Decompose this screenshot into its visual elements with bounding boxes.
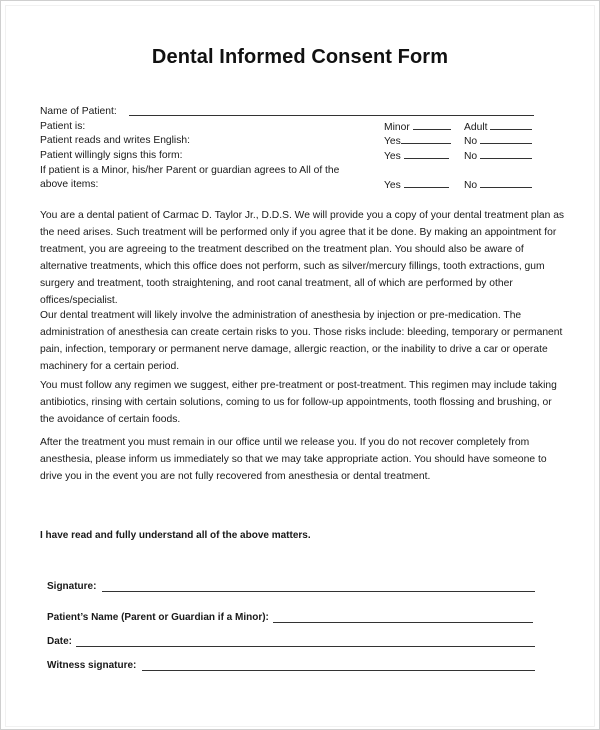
signature-row: [47, 581, 535, 592]
no-label: No: [464, 136, 478, 148]
reads-english-label: Patient reads and writes English:: [40, 135, 190, 147]
paragraph-regimen: You must follow any regimen we suggest, either pre-treatment or post-treatment. This regimen may include taking antibiotics, rinsing with certain solutions, coming to us for follow-up appointments, tooth flossing and brushing, or the avoidance of certain foods.: [40, 380, 557, 425]
no-label: No: [464, 151, 478, 163]
signature-field[interactable]: [102, 581, 535, 592]
paragraph-provider-info: You are a dental patient of Carmac D. Taylor Jr., D.D.S. We will provide you a copy of your dental treatment plan as the need arises. Such treatment will be performed only if you agree that it be done. By making an appointment for treatment, you are agreeing to the treatment described on the treatment plan. You should also be aware of alternative treatments, which this office does not perform, such as silver/mercury fillings, tooth extractions, gum surgery and treatment, tooth straightening, and root canal treatment, all of which are performed by other offices/specialist.: [40, 210, 565, 306]
reads-english-no-blank[interactable]: [480, 134, 532, 144]
willingly-signs-yes-blank[interactable]: [404, 149, 449, 159]
willingly-signs-label: Patient willingly signs this form:: [40, 150, 183, 162]
name-of-patient-label: Name of Patient:: [40, 106, 117, 117]
willingly-signs-yes: [384, 149, 449, 165]
minor-guardian-row: [40, 164, 540, 193]
date-label: Date:: [47, 636, 73, 647]
name-of-patient-field[interactable]: [129, 105, 534, 116]
reads-english-yes: [384, 134, 451, 150]
paragraph-after-treatment: After the treatment you must remain in our office until we release you. If you do not recover completely from anesthesia, please inform us immediately so that we may take appropriate action. You should have someone to drive you in the event you are not fully recovered from anesthesia or dental treatment.: [40, 437, 547, 482]
willingly-signs-no-blank[interactable]: [480, 149, 532, 159]
witness-signature-field[interactable]: [142, 660, 535, 671]
reads-english-yes-blank[interactable]: [401, 134, 451, 144]
patient-info-section: [40, 105, 540, 193]
minor-option: [384, 120, 451, 136]
minor-guardian-yes: [384, 178, 449, 194]
willingly-signs-row: [40, 149, 540, 164]
witness-signature-label: Witness signature:: [47, 660, 137, 671]
adult-label: Adult: [464, 121, 488, 133]
patient-is-row: [40, 120, 540, 135]
patient-is-label: Patient is:: [40, 120, 86, 132]
patient-name-row: [47, 612, 535, 623]
minor-guardian-yes-blank[interactable]: [404, 178, 449, 188]
paragraph-anesthesia-risks: Our dental treatment will likely involve the administration of anesthesia by injection or pre-medication. The administration of anesthesia can create certain risks to you. Those risks include: bleeding, temporary or permanent pain, infection, temporary or permanent nerve damage, allergic reaction, or the inability to drive a car or operate machinery for a certain period.: [40, 310, 563, 372]
reads-english-no: [464, 134, 532, 150]
minor-guardian-no-blank[interactable]: [480, 178, 532, 188]
adult-option: [464, 120, 532, 136]
date-row: [47, 636, 535, 647]
yes-label: Yes: [384, 151, 401, 163]
document-title: Dental Informed Consent Form: [151, 46, 449, 68]
name-of-patient-row: [40, 105, 540, 120]
minor-guardian-label: If patient is a Minor, his/her Parent or guardian agrees to All of the above items:: [40, 164, 340, 191]
witness-signature-row: [47, 660, 535, 671]
willingly-signs-no: [464, 149, 532, 165]
signature-label: Signature:: [47, 581, 97, 592]
minor-blank[interactable]: [413, 120, 451, 130]
patient-name-label: Patient’s Name (Parent or Guardian if a Minor):: [47, 612, 269, 623]
minor-label: Minor: [384, 121, 410, 133]
minor-guardian-no: [464, 178, 532, 194]
yes-label: Yes: [384, 180, 401, 192]
patient-name-field[interactable]: [273, 612, 533, 623]
adult-blank[interactable]: [490, 120, 532, 130]
acknowledgement-statement: I have read and fully understand all of the above matters.: [40, 530, 311, 541]
date-field[interactable]: [76, 636, 535, 647]
yes-label: Yes: [384, 136, 401, 148]
no-label: No: [464, 180, 478, 192]
reads-english-row: [40, 134, 540, 149]
